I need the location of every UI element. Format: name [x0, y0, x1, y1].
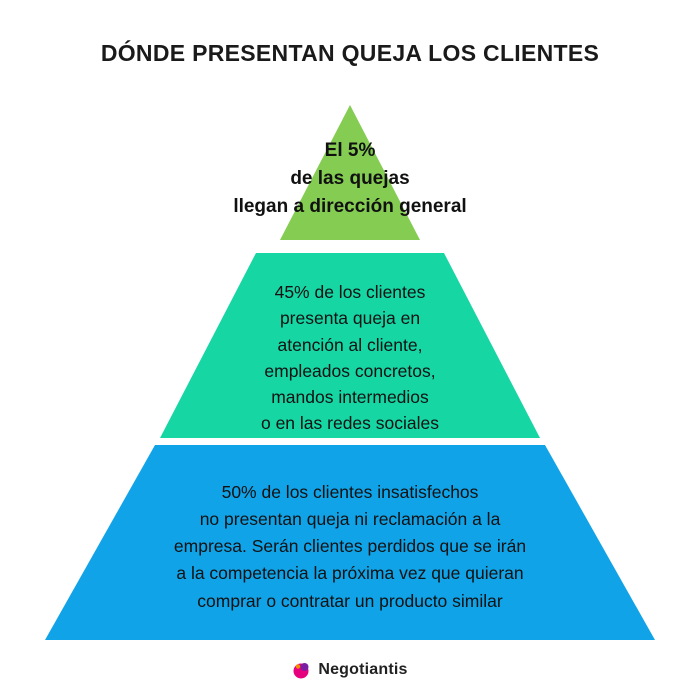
middle-line-4: empleados concretos,	[264, 360, 436, 381]
pyramid-layer-bottom-text	[0, 479, 700, 615]
pyramid-diagram	[0, 105, 700, 640]
top-line-3: llegan a dirección general	[233, 196, 467, 218]
middle-line-5: mandos intermedios	[271, 387, 429, 407]
pyramid-layer-bottom[interactable]	[0, 445, 700, 640]
top-line-2: de las quejas	[290, 168, 410, 190]
footer-logo[interactable]	[0, 660, 700, 680]
bottom-line-2: no presentan queja ni reclamación a la	[199, 509, 501, 530]
pyramid-layer-top[interactable]	[0, 105, 700, 240]
pyramid-layer-middle-text	[0, 279, 700, 437]
middle-line-1: 45% de los clientes	[274, 282, 426, 302]
bottom-line-5: comprar o contratar un producto similar	[197, 590, 503, 611]
page-title: DÓNDE PRESENTAN QUEJA LOS CLIENTES	[100, 40, 600, 66]
top-line-1: El 5%	[324, 140, 376, 161]
middle-line-3: atención al cliente,	[277, 334, 423, 355]
pyramid-layer-middle[interactable]	[0, 253, 700, 438]
bottom-line-4: a la competencia la próxima vez que quieran	[176, 563, 524, 584]
pyramid-layer-top-text	[0, 137, 700, 221]
bottom-line-1: 50% de los clientes insatisfechos	[221, 482, 479, 502]
bottom-line-3: empresa. Serán clientes perdidos que se irán	[173, 536, 527, 557]
negotiantis-logo-icon	[292, 660, 312, 680]
middle-line-6: o en las redes sociales	[260, 413, 440, 434]
middle-line-2: presenta queja en	[279, 308, 421, 329]
brand-name: Negotiantis	[318, 661, 408, 678]
